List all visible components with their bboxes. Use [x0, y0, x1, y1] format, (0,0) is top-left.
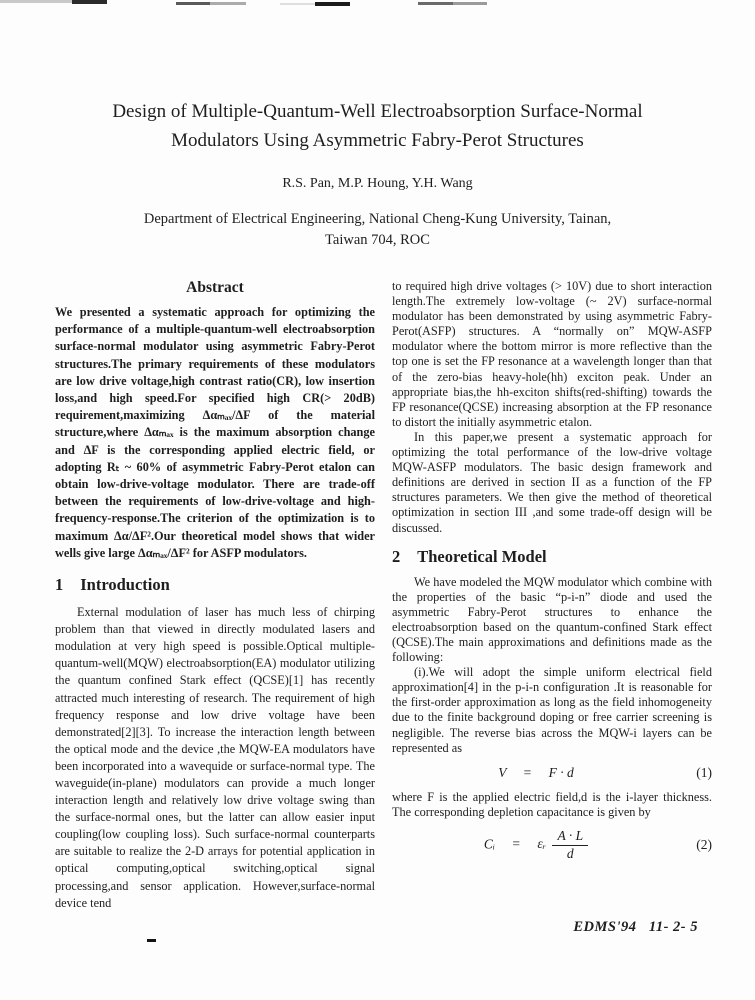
model-paragraph-1: We have modeled the MQW modulator which combine with the properties of the basic “p-i-n” diode and used the asymmetric Fabry-Perot structures to enhance the electroabsorption based on the quantum-confined Stark effect (QCSE).The main approximations and definitions made as the following:: [392, 574, 712, 665]
scan-artifact-top-3: [176, 2, 210, 5]
model-paragraph-2: (i).We will adopt the simple uniform electrical field approximation[4] in the p-i-n configuration .It is reasonable for the first-order approximation as long as the field inhomogeneity due to the finite background doping or free carrier screening is negligible. The reverse bias across the MQW-i layers can be represented as: [392, 665, 712, 755]
equation-lhs: V: [498, 764, 507, 780]
equation-number: (2): [696, 837, 712, 853]
section-title: Introduction: [80, 575, 170, 595]
right-column: [392, 279, 712, 912]
equation-coefficient: εᵣ: [537, 836, 547, 852]
affiliation-line-2: Taiwan 704, ROC: [325, 232, 430, 248]
fraction: [552, 829, 588, 862]
section-heading-introduction: [55, 575, 375, 595]
scan-artifact-top-2: [72, 0, 107, 4]
abstract-heading: Abstract: [186, 279, 244, 296]
left-column: [55, 279, 375, 912]
scan-artifact-top-1: [0, 0, 72, 3]
introduction-paragraph: External modulation of laser has much less of chirping problem than that viewed in directly modulated lasers and modulation at very high speed is possible.Optical multiple-quantum-well(MQW) electroabsorption(EA) modulator utilizing the quantum confined Stark effect (QCSE)[1] has recently attracted much interesting of research. The requirement of high frequency response and low drive voltage have been demonstrated[2][3]. To increase the interaction length between the optical mode and the device ,the MQW-EA modulators have been incorporated into a wavequide or surface-normal type. The waveguide(in-plane) modulators can provide a much longer interaction length and relatively low drive voltage swing than the surface-normal ones, but the latter can allow easier input coupling(low coupling loss). Such surface-normal counterparts are suitable to realize the 2-D arrays for potential application in optical computing,optical switching,optical signal processing,and sensor application. However,surface-normal device tend: [55, 605, 375, 910]
scan-artifact-top-5: [280, 3, 315, 5]
introduction-paragraph-continued: to required high drive voltages (> 10V) due to short interaction length.The extremely low-voltage (~ 2V) surface-normal modulator has been demonstrated by using asymmetric Fabry-Perot(ASFP) structures. A “normally on” MQW-ASFP modulator where the bottom mirror is more reflective than the top one is set the FP resonance at a wavelength longer than that of the zero-bias heavy-hole(hh) exciton peak. Under an appropriate bias,the hh-exciton shifts(red-shifting) towards the FP resonance(QCSE) increasing absorption at the FP resonance to distort the initially asymmetric etalon.: [392, 279, 712, 429]
section-heading-theoretical-model: [392, 547, 712, 567]
introduction-paragraph-2: In this paper,we present a systematic approach for optimizing the total performance of the low-drive voltage MQW-ASFP modulators. The basic design framework and definitions are derived in section II as a function of the FP structures parameters. We then give the method of theoretical optimization in section III ,and some trade-off design will be discussed.: [392, 429, 712, 535]
fraction-numerator: A · L: [552, 829, 588, 846]
authors: R.S. Pan, M.P. Houng, Y.H. Wang: [282, 176, 473, 191]
equation-2-expression: [392, 829, 680, 862]
paper-title-line-2: Modulators Using Asymmetric Fabry-Perot Structures: [171, 130, 584, 151]
model-paragraph-3: where F is the applied electric field,d is the i-layer thickness. The corresponding depletion capacitance is given by: [392, 789, 712, 819]
equals-sign: =: [523, 764, 532, 780]
equation-1: [392, 765, 712, 781]
equation-lhs: Cᵢ: [483, 836, 496, 852]
paper-title-line-1: Design of Multiple-Quantum-Well Electroabsorption Surface-Normal: [112, 101, 643, 122]
scan-artifact-top-7: [418, 2, 453, 5]
paper-header: [0, 0, 755, 251]
scan-artifact-top-6: [315, 2, 350, 6]
scan-artifact-bottom-dash: [147, 939, 156, 942]
two-column-body: [55, 279, 712, 912]
section-number: 1: [55, 575, 64, 595]
equation-2: [392, 829, 712, 862]
equation-1-expression: [392, 765, 680, 781]
section-title: Theoretical Model: [417, 546, 547, 566]
abstract-body: We presented a systematic approach for optimizing the performance of a multiple-quantum-well electroabsorption surface-normal modulator using asymmetric Fabry-Perot structures.The primary requirements of these modulators are low drive voltage,high contrast ratio(CR), low insertion loss,and high speed.For specified high CR(> 20dB) requirement,maximizing Δαₘₐₓ/ΔF of the material structure,where Δαₘₐₓ is the maximum absorption change and ΔF is the corresponding applied electric field, or adopting Rₜ ~ 60% of asymmetric Fabry-Perot etalon can obtain low-drive-voltage modulator. There are trade-off between the requirements of low-drive-voltage and high-frequency-response.The criterion of the optimization is to maximum Δα/ΔF².Our theoretical model shows that wider wells give large Δαₘₐₓ/ΔF² for ASFP modulators.: [55, 305, 375, 560]
equals-sign: =: [512, 836, 521, 852]
paper-title: [0, 97, 755, 155]
scan-artifact-top-8: [453, 2, 487, 5]
equation-rhs: F · d: [548, 764, 574, 780]
equation-number: (1): [696, 764, 712, 780]
fraction-denominator: d: [566, 845, 574, 861]
scan-artifact-top-4: [210, 2, 246, 5]
affiliation-line-1: Department of Electrical Engineering, National Cheng-Kung University, Tainan,: [143, 211, 612, 227]
section-number: 2: [392, 546, 401, 566]
footer-conference-id: EDMS'94 11- 2- 5: [573, 919, 698, 935]
affiliation: [0, 209, 755, 251]
